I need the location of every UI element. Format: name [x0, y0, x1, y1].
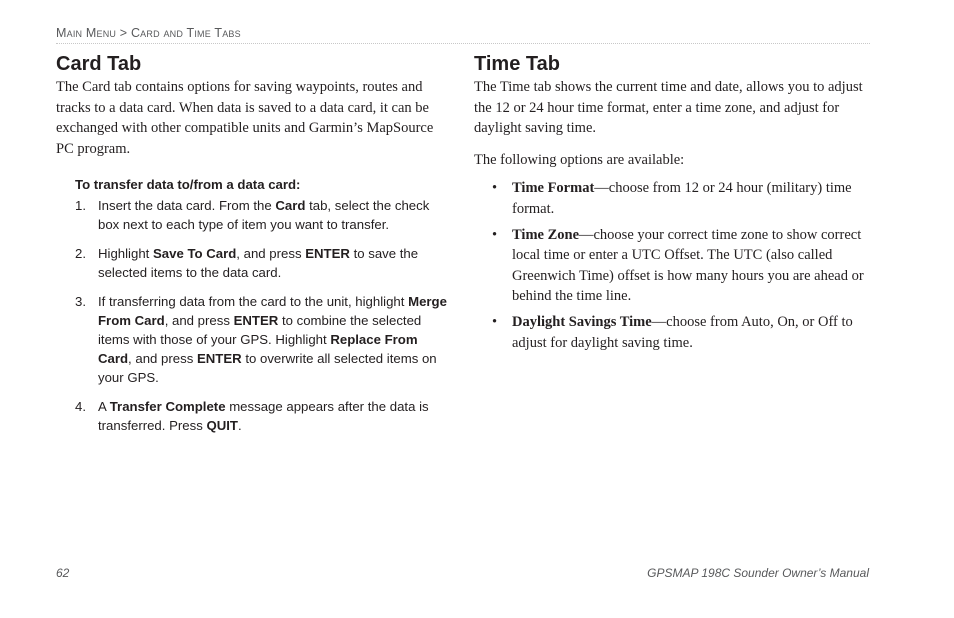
step-keyword: QUIT — [206, 418, 238, 434]
manual-title: GPSMAP 198C Sounder Owner’s Manual — [647, 566, 869, 580]
page-number: 62 — [56, 566, 70, 580]
step-number: 2. — [75, 246, 86, 262]
time-option — [474, 225, 874, 307]
step-text: If transferring data from the card to the unit, highlight — [98, 294, 409, 310]
step-number: 4. — [75, 399, 86, 415]
step-keyword: Merge From Card — [98, 294, 447, 329]
step-number: 1. — [75, 198, 86, 214]
step-keyword: ENTER — [305, 246, 350, 262]
transfer-step — [56, 244, 452, 282]
option-term: Daylight Savings Time — [512, 313, 652, 330]
step-text: Insert the data card. From the — [98, 198, 276, 214]
time-tab-section — [474, 52, 874, 358]
step-keyword: Transfer Complete — [109, 399, 226, 415]
transfer-step — [56, 397, 452, 435]
step-text: to combine the selected items with those of your GPS. Highlight — [98, 313, 422, 348]
step-keyword: ENTER — [233, 313, 279, 329]
step-number: 3. — [75, 294, 86, 310]
card-tab-heading: Card Tab — [56, 53, 142, 75]
transfer-steps-list — [56, 196, 452, 435]
card-tab-intro: The Card tab contains options for saving waypoints, routes and tracks to a data card. When data is saved to a data card, it can be exchanged with other compatible units and Garmin’s MapSource PC program. — [56, 79, 434, 157]
step-text: message appears after the data is transferred. Press — [98, 399, 429, 434]
time-tab-heading: Time Tab — [474, 53, 560, 75]
step-text: , and press — [128, 351, 197, 367]
transfer-step — [56, 196, 452, 234]
header-rule — [56, 43, 870, 44]
option-description: —choose from Auto, On, or Off to adjust for daylight saving time. — [512, 313, 853, 351]
time-option — [474, 178, 874, 219]
step-keyword: Replace From Card — [98, 332, 418, 367]
time-tab-intro: The Time tab shows the current time and date, allows you to adjust the 12 or 24 hour time format, enter a time zone, and adjust for daylight saving time. — [474, 79, 863, 137]
bullet-icon: • — [492, 180, 498, 197]
time-option — [474, 312, 874, 353]
step-text: , and press — [236, 246, 306, 262]
option-description: —choose your correct time zone to show correct local time or enter a UTC Offset. The UTC (also called Greenwich Time) offset is how many hours you are ahead or behind the time line. — [512, 226, 864, 305]
options-intro: The following options are available: — [474, 151, 685, 168]
breadcrumb: Main Menu > Card and Time Tabs — [56, 26, 241, 40]
step-text: to overwrite all selected items on your GPS. — [98, 351, 437, 386]
step-keyword: Card — [275, 198, 306, 214]
option-description: —choose from 12 or 24 hour (military) time format. — [512, 180, 852, 217]
card-tab-section — [56, 52, 452, 445]
step-text: A — [98, 399, 110, 415]
step-text: Highlight — [98, 246, 153, 262]
step-text: to save the selected items to the data card. — [98, 246, 419, 281]
option-term: Time Zone — [512, 226, 579, 243]
step-text: tab, select the check box next to each type of item you want to transfer. — [98, 198, 430, 233]
step-text: , and press — [164, 313, 234, 329]
step-text: . — [237, 418, 242, 434]
time-options-list — [474, 178, 874, 353]
transfer-step — [56, 292, 452, 387]
transfer-subheading: To transfer data to/from a data card: — [75, 177, 301, 193]
step-keyword: Save To Card — [152, 246, 237, 262]
step-keyword: ENTER — [196, 351, 242, 367]
bullet-icon: • — [492, 226, 498, 243]
option-term: Time Format — [512, 180, 595, 197]
bullet-icon: • — [492, 313, 498, 330]
